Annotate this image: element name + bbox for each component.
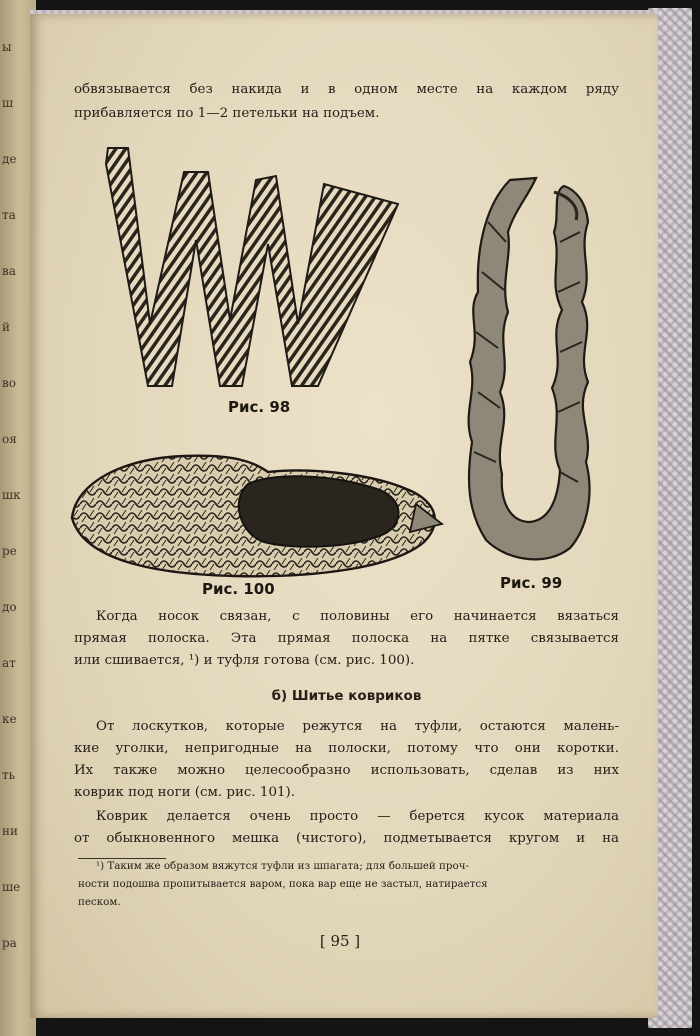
left-page-text-fragment: ат (2, 656, 16, 670)
figure-98-illustration (92, 124, 412, 394)
left-page-text-fragment: оя (2, 432, 17, 446)
section-heading: б) Шитье ковриков (271, 688, 422, 704)
text-line: коврик под ноги (см. рис. 101). (74, 785, 295, 800)
left-page-text-fragment: до (2, 600, 17, 614)
footnote-line: ности подошва пропитывается варом, пока вар еще не застыл, натирается (78, 878, 488, 890)
page-number: [ 95 ] (319, 932, 361, 950)
left-page-text-fragment: ш (2, 96, 14, 110)
footnote-line: песком. (78, 896, 121, 908)
book-page (30, 14, 658, 1018)
text-line: от обыкновенного мешка (чистого), подметывается кругом и на (74, 831, 619, 846)
figure-99-illustration (448, 162, 618, 572)
left-page-text-fragment: й (2, 320, 10, 334)
text-line: или сшивается, ¹) и туфля готова (см. рис. 100). (74, 653, 415, 668)
text-line: От лоскутков, которые режутся на туфли, остаются малень- (96, 719, 619, 734)
text-line: прямая полоска. Эта прямая полоска на пятке связывается (74, 631, 619, 646)
left-page-text-fragment: ке (2, 712, 17, 726)
text-line: обвязывается без накида и в одном месте на каждом ряду (74, 82, 619, 97)
footnote-line: ¹) Таким же образом вяжутся туфли из шпагата; для большей проч- (96, 860, 469, 872)
text-line: Коврик делается очень просто — берется кусок материала (96, 809, 619, 824)
left-page-text-fragment: ни (2, 824, 18, 838)
left-page-text-fragment: шк (2, 488, 21, 502)
text-line: Их также можно целесообразно использовать, сделав из них (74, 763, 619, 778)
left-page-text-fragment: ва (2, 264, 16, 278)
left-page-text-fragment: ше (2, 880, 21, 894)
figure-100-illustration (64, 438, 454, 588)
text-line: Когда носок связан, с половины его начинается вязаться (96, 609, 619, 624)
figure-98-caption: Рис. 98 (228, 398, 291, 416)
left-page-text-fragment: ра (2, 936, 17, 950)
figure-100-caption: Рис. 100 (202, 580, 275, 598)
left-page-text-fragment: та (2, 208, 16, 222)
left-page-text-fragment: ть (2, 768, 16, 782)
left-page-text-fragment: де (2, 152, 17, 166)
footnote-rule (78, 858, 166, 859)
figure-99-caption: Рис. 99 (500, 574, 563, 592)
left-page-text-fragment: ы (2, 40, 12, 54)
text-line: прибавляется по 1—2 петельки на подъем. (74, 106, 380, 121)
text-line: кие уголки, непригодные на полоски, потому что они коротки. (74, 741, 619, 756)
left-page-text-fragment: ре (2, 544, 17, 558)
left-page-text-fragment: во (2, 376, 16, 390)
